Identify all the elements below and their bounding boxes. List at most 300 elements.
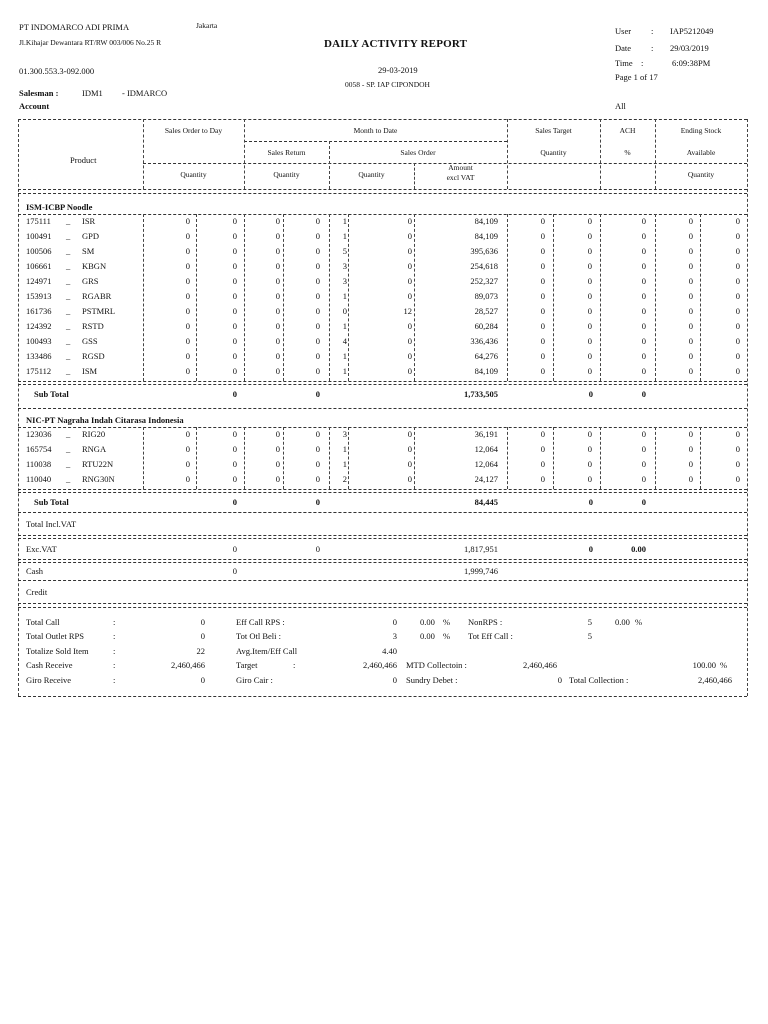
nonrps-label: NonRPS : (468, 617, 503, 627)
row-value: 0 (688, 246, 693, 256)
product-code: 133486 (26, 351, 52, 361)
group-rule (18, 427, 747, 428)
row-value: 0 (641, 351, 646, 361)
total-call-colon: : (113, 617, 116, 627)
product-sep: _ (66, 246, 71, 256)
row-value: 89,073 (474, 291, 498, 301)
group-rule (18, 214, 747, 215)
row-value: 0 (540, 444, 545, 454)
row-value: 0 (735, 444, 740, 454)
row-value: 0 (185, 291, 190, 301)
row-value: 0 (315, 459, 320, 469)
row-value: 0 (232, 276, 237, 286)
page-number: Page 1 of 17 (615, 72, 658, 82)
row-value: 0 (407, 366, 412, 376)
column-divider (414, 214, 415, 381)
row-value: 1 (342, 351, 347, 361)
row-value: 0 (540, 321, 545, 331)
row-value: 0 (540, 306, 545, 316)
row-value: 0 (407, 429, 412, 439)
exc-vat-a: 0 (232, 544, 237, 554)
row-value: 0 (185, 216, 190, 226)
giro-receive-colon: : (113, 675, 116, 685)
product-sep: _ (66, 474, 71, 484)
sold-item-colon: : (113, 646, 116, 656)
column-divider (700, 427, 701, 489)
subtotal-d: 0 (641, 389, 646, 399)
row-value: 0 (688, 474, 693, 484)
row-value: 0 (275, 444, 280, 454)
col-ach: ACH (619, 126, 636, 135)
avg-item-label: Avg.Item/Eff Call (236, 646, 298, 656)
row-value: 0 (407, 444, 412, 454)
row-value: 0 (185, 276, 190, 286)
row-value: 1 (342, 459, 347, 469)
company-address: Jl.Kihajar Dewantara RT/RW 003/006 No.25 R (19, 39, 162, 47)
branch-name: 0058 - SP. IAP CIPONDOH (345, 80, 430, 89)
row-value: 0 (275, 216, 280, 226)
sold-item-value: 22 (196, 646, 205, 656)
row-value: 0 (275, 291, 280, 301)
product-name: SM (82, 246, 95, 256)
row-value: 0 (275, 321, 280, 331)
account-value: All (615, 101, 626, 111)
row-value: 1 (342, 231, 347, 241)
row-value: 0 (407, 246, 412, 256)
row-value: 0 (185, 246, 190, 256)
product-sep: _ (66, 459, 71, 469)
subtotal-b: 0 (315, 497, 320, 507)
user-label: User (615, 26, 632, 36)
row-value: 0 (587, 429, 592, 439)
row-value: 0 (641, 429, 646, 439)
sundry-label: Sundry Debet : (406, 675, 458, 685)
column-divider (143, 214, 144, 381)
col-sales-target: Sales Target (535, 126, 572, 135)
col-product: Product (70, 155, 97, 165)
row-value: 84,109 (474, 366, 498, 376)
giro-receive-value: 0 (200, 675, 205, 685)
row-value: 0 (540, 216, 545, 226)
row-value: 0 (315, 444, 320, 454)
row-value: 0 (407, 321, 412, 331)
row-value: 0 (232, 306, 237, 316)
row-value: 64,276 (474, 351, 498, 361)
report-title: DAILY ACTIVITY REPORT (324, 38, 468, 50)
exc-vat-c: 0 (588, 544, 593, 554)
product-sep: _ (66, 216, 71, 226)
row-value: 0 (641, 276, 646, 286)
row-value: 0 (587, 216, 592, 226)
column-divider (244, 427, 245, 489)
row-value: 0 (275, 474, 280, 484)
row-value: 0 (587, 444, 592, 454)
tot-eff-label: Tot Eff Call : (468, 631, 513, 641)
column-divider (553, 214, 554, 381)
row-value: 0 (407, 276, 412, 286)
row-value: 0 (407, 261, 412, 271)
col-return-qty: Quantity (273, 170, 300, 179)
row-value: 36,191 (474, 429, 498, 439)
row-value: 84,109 (474, 216, 498, 226)
time-label: Time (615, 58, 633, 68)
row-value: 3 (342, 429, 347, 439)
row-value: 0 (315, 336, 320, 346)
product-code: 100491 (26, 231, 52, 241)
mtd-value: 2,460,466 (523, 660, 557, 670)
column-divider (283, 427, 284, 489)
row-value: 0 (735, 246, 740, 256)
col-sales-target-qty: Quantity (540, 148, 567, 157)
row-value: 0 (587, 291, 592, 301)
row-value: 0 (641, 216, 646, 226)
salesman-name: - IDMARCO (122, 88, 168, 98)
column-divider (329, 427, 330, 489)
group-rule (18, 408, 747, 409)
nonrps-value: 5 (587, 617, 592, 627)
product-sep: _ (66, 444, 71, 454)
row-value: 0 (688, 261, 693, 271)
column-divider (329, 214, 330, 381)
row-value: 0 (540, 366, 545, 376)
product-name: RIG20 (82, 429, 106, 439)
row-value: 0 (540, 336, 545, 346)
target-colon: : (293, 660, 296, 670)
totals-rule (18, 603, 747, 604)
row-value: 0 (688, 429, 693, 439)
row-value: 0 (232, 351, 237, 361)
column-divider (414, 427, 415, 489)
row-value: 0 (735, 216, 740, 226)
npwp-number: 01.300.553.3-092.000 (19, 66, 95, 76)
column-divider (600, 427, 601, 489)
row-value: 0 (232, 474, 237, 484)
product-name: GPD (82, 231, 100, 241)
row-value: 0 (185, 261, 190, 271)
row-value: 0 (540, 429, 545, 439)
product-code: 124971 (26, 276, 52, 286)
row-value: 0 (407, 291, 412, 301)
mtd-pct: 100.00 (692, 660, 716, 670)
row-value: 0 (735, 291, 740, 301)
cash-label: Cash (26, 566, 43, 576)
product-sep: _ (66, 261, 71, 271)
row-value: 0 (587, 321, 592, 331)
credit-label: Credit (26, 587, 48, 597)
row-value: 0 (315, 246, 320, 256)
row-value: 0 (587, 231, 592, 241)
product-sep: _ (66, 336, 71, 346)
group-rule (18, 381, 747, 382)
row-value: 0 (641, 444, 646, 454)
product-name: RTU22N (82, 459, 114, 469)
row-value: 0 (275, 276, 280, 286)
date-value: 29/03/2019 (670, 43, 709, 53)
product-code: 100506 (26, 246, 52, 256)
row-value: 1 (342, 444, 347, 454)
row-value: 12,064 (474, 444, 498, 454)
product-name: ISM (82, 366, 98, 376)
cash-receive-value: 2,460,466 (171, 660, 205, 670)
date-colon: : (651, 43, 654, 53)
row-value: 0 (315, 366, 320, 376)
header-rule-mtd (244, 141, 507, 142)
column-divider (143, 427, 144, 489)
row-value: 0 (185, 231, 190, 241)
table-top-border (18, 119, 747, 120)
row-value: 1 (342, 321, 347, 331)
row-value: 0 (407, 231, 412, 241)
subtotal-a: 0 (232, 497, 237, 507)
product-code: 175112 (26, 366, 52, 376)
row-value: 0 (735, 261, 740, 271)
row-value: 1 (342, 291, 347, 301)
column-divider (600, 214, 601, 381)
product-name: PSTMRL (82, 306, 116, 316)
row-value: 0 (232, 444, 237, 454)
row-value: 0 (185, 459, 190, 469)
group-name: ISM-ICBP Noodle (26, 202, 93, 212)
time-colon: : (641, 58, 644, 68)
row-value: 0 (540, 246, 545, 256)
subtotal-a: 0 (232, 389, 237, 399)
row-value: 0 (587, 261, 592, 271)
product-name: ISR (82, 216, 96, 226)
salesman-label: Salesman : (19, 88, 59, 98)
row-value: 336,436 (470, 336, 498, 346)
row-value: 0 (232, 216, 237, 226)
row-value: 0 (275, 306, 280, 316)
total-collection-label: Total Collection : (569, 675, 629, 685)
row-value: 0 (688, 459, 693, 469)
column-divider (196, 427, 197, 489)
row-value: 0 (232, 459, 237, 469)
row-value: 0 (688, 291, 693, 301)
row-value: 0 (641, 291, 646, 301)
row-value: 0 (232, 336, 237, 346)
giro-cair-value: 0 (392, 675, 397, 685)
row-value: 0 (540, 474, 545, 484)
time-value: 6:09:38PM (672, 58, 711, 68)
row-value: 395,636 (470, 246, 498, 256)
row-value: 0 (232, 429, 237, 439)
row-value: 0 (315, 216, 320, 226)
row-value: 0 (275, 366, 280, 376)
sundry-value: 0 (557, 675, 562, 685)
row-value: 0 (342, 306, 347, 316)
col-sales-return: Sales Return (267, 148, 306, 157)
column-divider (283, 214, 284, 381)
row-value: 0 (688, 231, 693, 241)
row-value: 0 (587, 474, 592, 484)
product-code: 110040 (26, 474, 52, 484)
product-sep: _ (66, 351, 71, 361)
row-value: 0 (185, 444, 190, 454)
sold-item-label: Totalize Sold Item (26, 646, 89, 656)
row-value: 0 (185, 306, 190, 316)
row-value: 0 (275, 351, 280, 361)
row-value: 12,064 (474, 459, 498, 469)
product-code: 100493 (26, 336, 52, 346)
row-value: 0 (315, 321, 320, 331)
cash-receive-label: Cash Receive (26, 660, 73, 670)
table-bottom-border (18, 696, 747, 697)
header-bottom-rule-2 (18, 193, 747, 194)
row-value: 0 (315, 276, 320, 286)
row-value: 0 (232, 246, 237, 256)
row-value: 84,109 (474, 231, 498, 241)
product-code: 153913 (26, 291, 52, 301)
row-value: 0 (641, 246, 646, 256)
col-sales-order: Sales Order (400, 148, 436, 157)
row-value: 0 (688, 276, 693, 286)
row-value: 0 (688, 321, 693, 331)
row-value: 0 (587, 276, 592, 286)
column-divider (244, 214, 245, 381)
product-name: RGABR (82, 291, 112, 301)
salesman-code: IDM1 (82, 88, 103, 98)
row-value: 0 (587, 351, 592, 361)
row-value: 0 (275, 429, 280, 439)
row-value: 252,327 (470, 276, 498, 286)
row-value: 1 (342, 366, 347, 376)
col-month-to-date: Month to Date (353, 126, 398, 135)
product-code: 110038 (26, 459, 52, 469)
column-divider (196, 214, 197, 381)
exc-vat-amount: 1,817,951 (464, 544, 498, 554)
col-amount: Amount (448, 163, 473, 172)
row-value: 0 (232, 291, 237, 301)
col-amount-excl-vat: excl VAT (446, 173, 475, 182)
row-value: 0 (275, 459, 280, 469)
product-name: RSTD (82, 321, 104, 331)
giro-cair-label: Giro Cair : (236, 675, 273, 685)
row-value: 0 (315, 474, 320, 484)
row-value: 0 (587, 459, 592, 469)
subtotal-d: 0 (641, 497, 646, 507)
row-value: 0 (275, 246, 280, 256)
mtd-label: MTD Collectoin : (406, 660, 467, 670)
row-value: 0 (540, 261, 545, 271)
group-rule (18, 492, 747, 493)
row-value: 0 (315, 429, 320, 439)
totals-rule (18, 580, 747, 581)
row-value: 0 (185, 474, 190, 484)
product-code: 165754 (26, 444, 52, 454)
product-sep: _ (66, 306, 71, 316)
row-value: 0 (540, 459, 545, 469)
row-value: 0 (540, 276, 545, 286)
row-value: 24,127 (474, 474, 498, 484)
column-divider (700, 214, 701, 381)
totals-rule (18, 535, 747, 536)
eff-call-label: Eff Call RPS : (236, 617, 285, 627)
row-value: 0 (540, 231, 545, 241)
row-value: 0 (641, 321, 646, 331)
row-value: 0 (232, 261, 237, 271)
col-ach-percent: % (624, 148, 631, 157)
table-right-border (747, 119, 748, 696)
column-divider (348, 427, 349, 489)
product-code: 123036 (26, 429, 52, 439)
total-call-value: 0 (200, 617, 205, 627)
subtotal-b: 0 (315, 389, 320, 399)
row-value: 0 (735, 336, 740, 346)
row-value: 0 (407, 459, 412, 469)
eff-call-value: 0 (392, 617, 397, 627)
cash-receive-colon: : (113, 660, 116, 670)
row-value: 0 (315, 261, 320, 271)
column-divider (553, 427, 554, 489)
row-value: 0 (407, 216, 412, 226)
product-code: 106661 (26, 261, 52, 271)
total-call-label: Total Call (26, 617, 60, 627)
cash-amount: 1,999,746 (464, 566, 498, 576)
column-divider (507, 427, 508, 489)
row-value: 0 (641, 474, 646, 484)
eff-call-pct-sign: % (443, 617, 451, 627)
row-value: 0 (641, 366, 646, 376)
product-name: GSS (82, 336, 98, 346)
subtotal-label: Sub Total (34, 389, 69, 399)
row-value: 60,284 (474, 321, 498, 331)
column-divider (348, 214, 349, 381)
product-name: RGSD (82, 351, 105, 361)
row-value: 0 (587, 366, 592, 376)
row-value: 0 (735, 306, 740, 316)
row-value: 0 (735, 276, 740, 286)
target-label: Target (236, 660, 258, 670)
company-name: PT INDOMARCO ADI PRIMA (19, 22, 130, 32)
account-label: Account (19, 101, 50, 111)
exc-vat-b: 0 (315, 544, 320, 554)
product-name: RNG30N (82, 474, 115, 484)
row-value: 0 (185, 429, 190, 439)
column-divider (507, 214, 508, 381)
row-value: 0 (587, 336, 592, 346)
row-value: 0 (641, 261, 646, 271)
row-value: 0 (688, 336, 693, 346)
row-value: 3 (342, 261, 347, 271)
mtd-pct-sign: % (720, 660, 728, 670)
row-value: 0 (185, 351, 190, 361)
group-rule (18, 384, 747, 385)
group-rule (18, 489, 747, 490)
row-value: 0 (735, 321, 740, 331)
totals-rule (18, 512, 747, 513)
row-value: 28,527 (474, 306, 498, 316)
row-value: 12 (403, 306, 412, 316)
nonrps-pct: 0.00 (615, 617, 630, 627)
giro-receive-label: Giro Receive (26, 675, 72, 685)
row-value: 0 (688, 351, 693, 361)
target-value: 2,460,466 (363, 660, 397, 670)
cash-a: 0 (232, 566, 237, 576)
row-value: 0 (315, 291, 320, 301)
row-value: 254,618 (470, 261, 498, 271)
row-value: 2 (342, 474, 347, 484)
tot-otl-value: 3 (392, 631, 397, 641)
row-value: 0 (185, 366, 190, 376)
exc-vat-d: 0.00 (631, 544, 646, 554)
row-value: 0 (275, 336, 280, 346)
product-sep: _ (66, 321, 71, 331)
company-city: Jakarta (196, 21, 218, 30)
row-value: 0 (185, 336, 190, 346)
row-value: 0 (587, 306, 592, 316)
row-value: 0 (641, 336, 646, 346)
row-value: 0 (232, 231, 237, 241)
